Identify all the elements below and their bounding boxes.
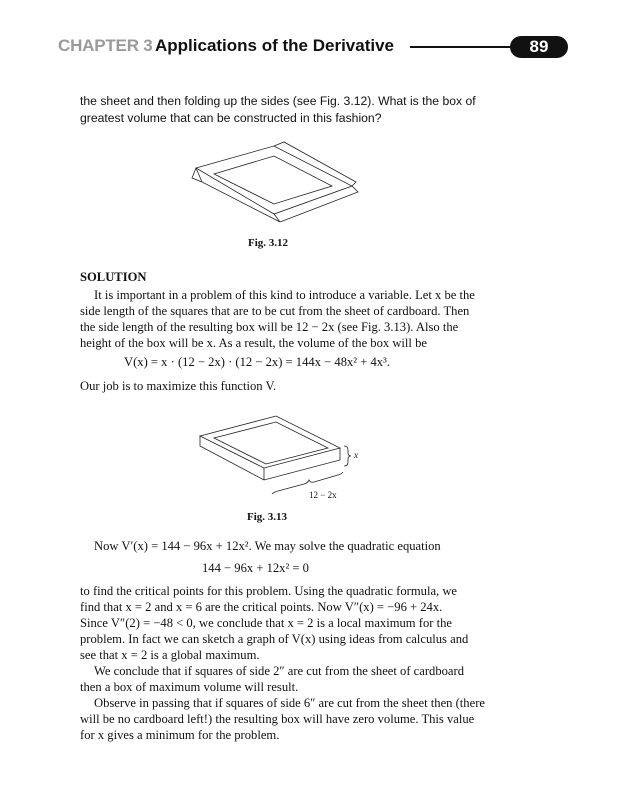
header-rule — [410, 46, 520, 48]
conclusion-paragraph — [80, 663, 496, 695]
job-sentence: Our job is to maximize this function V. — [80, 379, 277, 393]
figure-caption: Fig. 3.13 — [247, 511, 288, 523]
text-line: see that x = 2 is a global maximum. — [80, 648, 260, 662]
intro-line: the sheet and then folding up the sides (see Fig. 3.12). What is the box of — [80, 94, 476, 108]
solution-heading: SOLUTION — [80, 270, 147, 284]
intro-line: greatest volume that can be constructed in this fashion? — [80, 111, 382, 125]
volume-equation: V(x) = x · (12 − 2x) · (12 − 2x) = 144x − 48x² + 4x³. — [124, 355, 390, 369]
text-line: height of the box will be x. As a result, the volume of the box will be — [80, 336, 427, 350]
fig-3-12-unfolded-box — [180, 138, 370, 238]
text-line: We conclude that if squares of side 2″ are cut from the sheet of cardboard — [94, 664, 465, 678]
text-line: for x gives a minimum for the problem. — [80, 728, 280, 742]
box-flap — [280, 186, 358, 222]
derivative-sentence: Now V′(x) = 144 − 96x + 12x². We may solve the quadratic equation — [94, 539, 441, 553]
page-number-badge: 89 — [510, 36, 568, 58]
running-header — [58, 34, 570, 62]
chapter-label: CHAPTER 3 — [58, 36, 153, 55]
intro-paragraph — [80, 93, 496, 127]
chapter-title: Applications of the Derivative — [155, 36, 394, 55]
text-line: Since V″(2) = −48 < 0, we conclude that x = 2 is a local maximum for the — [80, 616, 452, 630]
side-length-label: 12 − 2x — [309, 490, 337, 500]
text-line: then a box of maximum volume will result. — [80, 680, 299, 694]
critical-points-paragraph — [80, 583, 496, 663]
text-line: side length of the squares that are to be cut from the sheet of cardboard. Then — [80, 304, 470, 318]
box-sides — [200, 436, 340, 480]
height-label: x — [354, 450, 358, 460]
observation-paragraph — [80, 695, 496, 743]
box-rim — [214, 422, 328, 464]
quadratic-equation: 144 − 96x + 12x² = 0 — [202, 561, 309, 575]
text-line: to find the critical points for this problem. Using the quadratic formula, we — [80, 584, 458, 598]
box-flap — [274, 142, 356, 186]
text-line: find that x = 2 and x = 6 are the critical points. Now V″(x) = −96 + 24x. — [80, 600, 443, 614]
text-line: problem. In fact we can sketch a graph of V(x) using ideas from calculus and — [80, 632, 469, 646]
text-line: Observe in passing that if squares of side 6″ are cut from the sheet then (there — [94, 696, 485, 710]
text-line: It is important in a problem of this kind to introduce a variable. Let x be the — [94, 288, 475, 302]
figure-caption: Fig. 3.12 — [248, 237, 289, 249]
text-line: will be no cardboard left!) the resulting box will have zero volume. This value — [80, 712, 475, 726]
box-flap — [196, 168, 280, 222]
height-brace — [344, 446, 351, 466]
text-line: the side length of the resulting box will be 12 − 2x (see Fig. 3.13). Also the — [80, 320, 459, 334]
solution-paragraph — [80, 287, 496, 351]
